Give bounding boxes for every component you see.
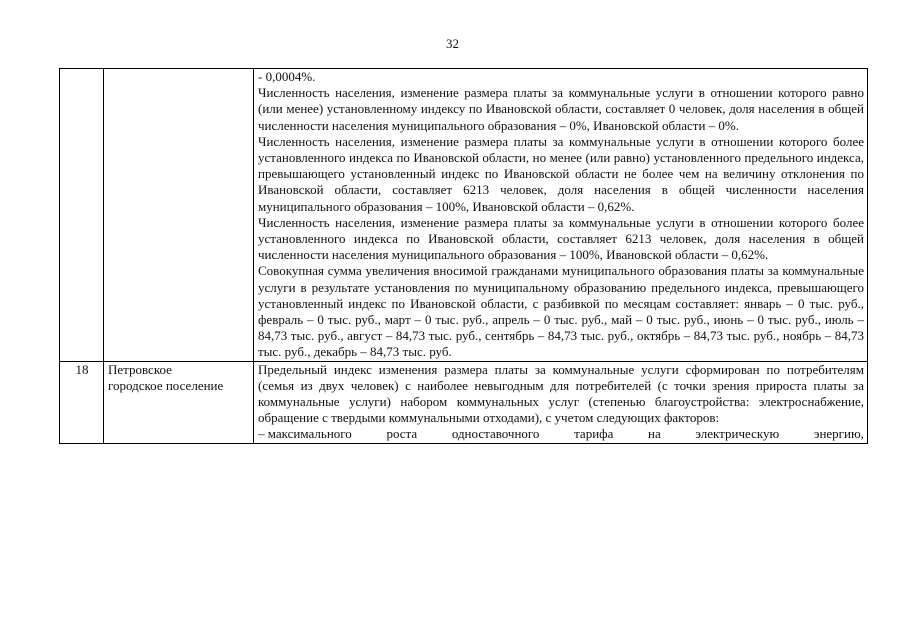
table-row: [60, 361, 868, 443]
municipality-name-cell: [104, 361, 254, 443]
row-number-cell: 18: [60, 361, 104, 443]
paragraph: Численность населения, изменение размера платы за коммунальные услуги в отношении которого более установленного индекса по Ивановской области, составляет 6213 человек, доля населения в общей численности населения муниципального образования – 100%, Ивановской области – 0,62%.: [258, 214, 864, 263]
paragraph: Предельный индекс изменения размера платы за коммунальные услуги сформирован по потребителям (семья из двух человек) с наиболее невыгодным для потребителей (с точки зрения прироста платы за коммунальные услуги) набором коммунальных услуг (степенью благоустройства: электроснабжение, обращение с твердыми коммунальными отходами), с учетом следующих факторов:: [258, 361, 864, 426]
factor-word: одноставочного: [451, 426, 540, 442]
municipality-name-line: городское поселение: [108, 377, 224, 393]
document-table: [59, 68, 868, 444]
page-number: 32: [446, 36, 459, 51]
row-number-cell: [60, 69, 104, 362]
factor-word: на: [648, 426, 661, 442]
factor-word: тарифа: [574, 426, 614, 442]
factor-word: энергию,: [813, 426, 864, 442]
factor-word: электрическую: [695, 426, 780, 442]
paragraph: Совокупная сумма увеличения вносимой гражданами муниципального образования платы за коммунальные услуги в результате установления по муниципальному образованию предельного индекса, превышающего установленный индекс по Ивановской области, с разбивкой по месяцам составляет: январь – 0 тыс. руб., февраль – 0 тыс. руб., март – 0 тыс. руб., апрель – 0 тыс. руб., май – 0 тыс. руб., июнь – 0 тыс. руб., июль – 84,73 тыс. руб., август – 84,73 тыс. руб., сентябрь – 84,73 тыс. руб., октябрь – 84,73 тыс. руб., ноябрь – 84,73 тыс. руб., декабрь – 84,73 тыс. руб.: [258, 263, 864, 360]
municipality-name-line: Петровское: [108, 361, 172, 377]
factor-word: – максимального: [258, 426, 352, 442]
paragraph: - 0,0004%.: [258, 69, 316, 84]
factor-list-line: [258, 426, 864, 442]
paragraph: Численность населения, изменение размера платы за коммунальные услуги в отношении которого равно (или менее) установленному индексу по Ивановской области, составляет 0 человек, доля населения в общей численности населения муниципального образования – 0%, Ивановской области – 0%.: [258, 85, 864, 133]
paragraph: Численность населения, изменение размера платы за коммунальные услуги в отношении которого более установленного индекса по Ивановской области, но менее (или равно) установленного предельного индекса, превышающего установленный индекс по Ивановской области не более чем на величину отклонения по Ивановской области, составляет 6213 человек, доля населения в общей численности населения муниципального образования – 100%, Ивановской области – 0,62%.: [258, 133, 864, 214]
description-cell: [254, 69, 868, 362]
description-cell: [254, 361, 868, 443]
table-row: [60, 69, 868, 362]
factor-word: роста: [386, 426, 418, 442]
municipality-name-cell: [104, 69, 254, 362]
